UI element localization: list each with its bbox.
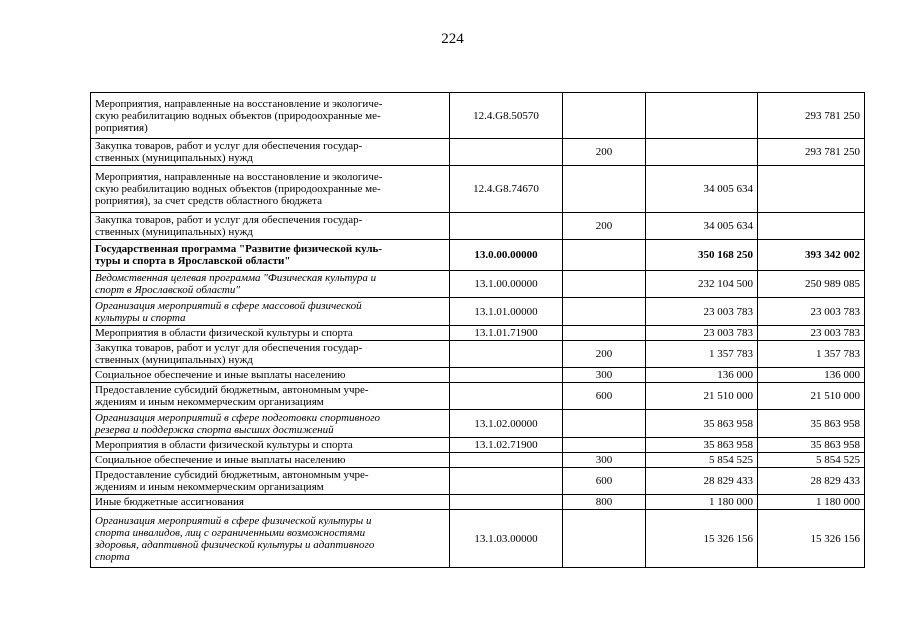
row-expense-type-cell: 200 (563, 213, 646, 240)
row-name-cell: Ведомственная целевая программа "Физическая культура и спорт в Ярославской области" (91, 271, 450, 298)
budget-table (90, 92, 865, 568)
row-code-cell (450, 453, 563, 468)
row-name-cell: Мероприятия, направленные на восстановление и экологиче- скую реабилитацию водных объектов (природоохранные ме- роприятия) (91, 93, 450, 139)
row-year1-amount-cell: 35 863 958 (646, 410, 758, 438)
table-row (91, 468, 865, 495)
row-expense-type-cell (563, 410, 646, 438)
row-code-cell: 13.1.01.71900 (450, 326, 563, 341)
row-code-cell: 13.0.00.00000 (450, 240, 563, 271)
row-year2-amount-cell (758, 166, 865, 213)
row-code-cell: 13.1.02.00000 (450, 410, 563, 438)
table-row (91, 298, 865, 326)
row-year1-amount-cell: 34 005 634 (646, 166, 758, 213)
row-expense-type-cell (563, 166, 646, 213)
row-name-cell: Закупка товаров, работ и услуг для обеспечения государ- ственных (муниципальных) нужд (91, 213, 450, 240)
row-name-cell: Социальное обеспечение и иные выплаты населению (91, 453, 450, 468)
row-year2-amount-cell (758, 213, 865, 240)
table-row (91, 326, 865, 341)
table-row (91, 93, 865, 139)
row-expense-type-cell: 800 (563, 495, 646, 510)
row-name-cell: Закупка товаров, работ и услуг для обеспечения государ- ственных (муниципальных) нужд (91, 139, 450, 166)
row-year1-amount-cell: 232 104 500 (646, 271, 758, 298)
row-name-cell: Мероприятия в области физической культуры и спорта (91, 326, 450, 341)
row-year2-amount-cell: 393 342 002 (758, 240, 865, 271)
row-name-cell: Мероприятия, направленные на восстановление и экологиче- скую реабилитацию водных объектов (природоохранные ме- роприятия), за счет средств областного бюджета (91, 166, 450, 213)
table-row (91, 240, 865, 271)
row-year1-amount-cell: 28 829 433 (646, 468, 758, 495)
table-row (91, 368, 865, 383)
row-code-cell: 13.1.03.00000 (450, 510, 563, 568)
row-year1-amount-cell: 23 003 783 (646, 326, 758, 341)
row-expense-type-cell: 200 (563, 341, 646, 368)
row-code-cell (450, 368, 563, 383)
table-row (91, 271, 865, 298)
row-year1-amount-cell (646, 93, 758, 139)
row-year1-amount-cell: 5 854 525 (646, 453, 758, 468)
row-name-cell: Социальное обеспечение и иные выплаты населению (91, 368, 450, 383)
row-year2-amount-cell: 293 781 250 (758, 93, 865, 139)
row-name-cell: Организация мероприятий в сфере физической культуры и спорта инвалидов, лиц с ограниченными возможностями здоровья, адаптивной физической культуры и адаптивного спорта (91, 510, 450, 568)
row-year1-amount-cell: 15 326 156 (646, 510, 758, 568)
row-name-cell: Предоставление субсидий бюджетным, автономным учре- ждениям и иным некоммерческим организациям (91, 468, 450, 495)
row-year1-amount-cell: 1 180 000 (646, 495, 758, 510)
row-year2-amount-cell: 1 180 000 (758, 495, 865, 510)
row-year1-amount-cell (646, 139, 758, 166)
row-code-cell: 12.4.G8.74670 (450, 166, 563, 213)
row-code-cell (450, 383, 563, 410)
row-expense-type-cell: 600 (563, 383, 646, 410)
table-row (91, 410, 865, 438)
table-row (91, 166, 865, 213)
row-code-cell: 12.4.G8.50570 (450, 93, 563, 139)
row-name-cell: Закупка товаров, работ и услуг для обеспечения государ- ственных (муниципальных) нужд (91, 341, 450, 368)
row-year2-amount-cell: 28 829 433 (758, 468, 865, 495)
row-year1-amount-cell: 136 000 (646, 368, 758, 383)
table-row (91, 139, 865, 166)
table-row (91, 383, 865, 410)
row-year1-amount-cell: 350 168 250 (646, 240, 758, 271)
row-year2-amount-cell: 1 357 783 (758, 341, 865, 368)
row-expense-type-cell (563, 93, 646, 139)
row-year2-amount-cell: 21 510 000 (758, 383, 865, 410)
row-name-cell: Предоставление субсидий бюджетным, автономным учре- ждениям и иным некоммерческим организациям (91, 383, 450, 410)
row-year2-amount-cell: 136 000 (758, 368, 865, 383)
row-year2-amount-cell: 23 003 783 (758, 326, 865, 341)
row-code-cell (450, 341, 563, 368)
row-year2-amount-cell: 5 854 525 (758, 453, 865, 468)
row-year2-amount-cell: 23 003 783 (758, 298, 865, 326)
row-name-cell: Иные бюджетные ассигнования (91, 495, 450, 510)
row-year2-amount-cell: 250 989 085 (758, 271, 865, 298)
row-code-cell (450, 468, 563, 495)
row-expense-type-cell: 600 (563, 468, 646, 495)
row-name-cell: Государственная программа "Развитие физической куль- туры и спорта в Ярославской области" (91, 240, 450, 271)
row-name-cell: Организация мероприятий в сфере массовой физической культуры и спорта (91, 298, 450, 326)
row-year1-amount-cell: 35 863 958 (646, 438, 758, 453)
row-expense-type-cell (563, 271, 646, 298)
table-row (91, 438, 865, 453)
table-row (91, 213, 865, 240)
row-expense-type-cell (563, 438, 646, 453)
row-code-cell (450, 139, 563, 166)
row-name-cell: Мероприятия в области физической культуры и спорта (91, 438, 450, 453)
row-year2-amount-cell: 15 326 156 (758, 510, 865, 568)
row-year1-amount-cell: 34 005 634 (646, 213, 758, 240)
page-number: 224 (441, 31, 464, 47)
row-code-cell: 13.1.00.00000 (450, 271, 563, 298)
row-year2-amount-cell: 35 863 958 (758, 438, 865, 453)
table-row (91, 341, 865, 368)
table-row (91, 495, 865, 510)
table-row (91, 453, 865, 468)
table-row (91, 510, 865, 568)
row-code-cell: 13.1.02.71900 (450, 438, 563, 453)
row-expense-type-cell (563, 326, 646, 341)
row-expense-type-cell: 200 (563, 139, 646, 166)
row-expense-type-cell: 300 (563, 453, 646, 468)
row-year2-amount-cell: 293 781 250 (758, 139, 865, 166)
row-code-cell (450, 213, 563, 240)
row-expense-type-cell (563, 240, 646, 271)
row-name-cell: Организация мероприятий в сфере подготовки спортивного резерва и поддержка спорта высших достижений (91, 410, 450, 438)
row-code-cell (450, 495, 563, 510)
row-code-cell: 13.1.01.00000 (450, 298, 563, 326)
row-year1-amount-cell: 23 003 783 (646, 298, 758, 326)
row-expense-type-cell (563, 510, 646, 568)
row-expense-type-cell: 300 (563, 368, 646, 383)
row-year2-amount-cell: 35 863 958 (758, 410, 865, 438)
row-expense-type-cell (563, 298, 646, 326)
row-year1-amount-cell: 21 510 000 (646, 383, 758, 410)
row-year1-amount-cell: 1 357 783 (646, 341, 758, 368)
